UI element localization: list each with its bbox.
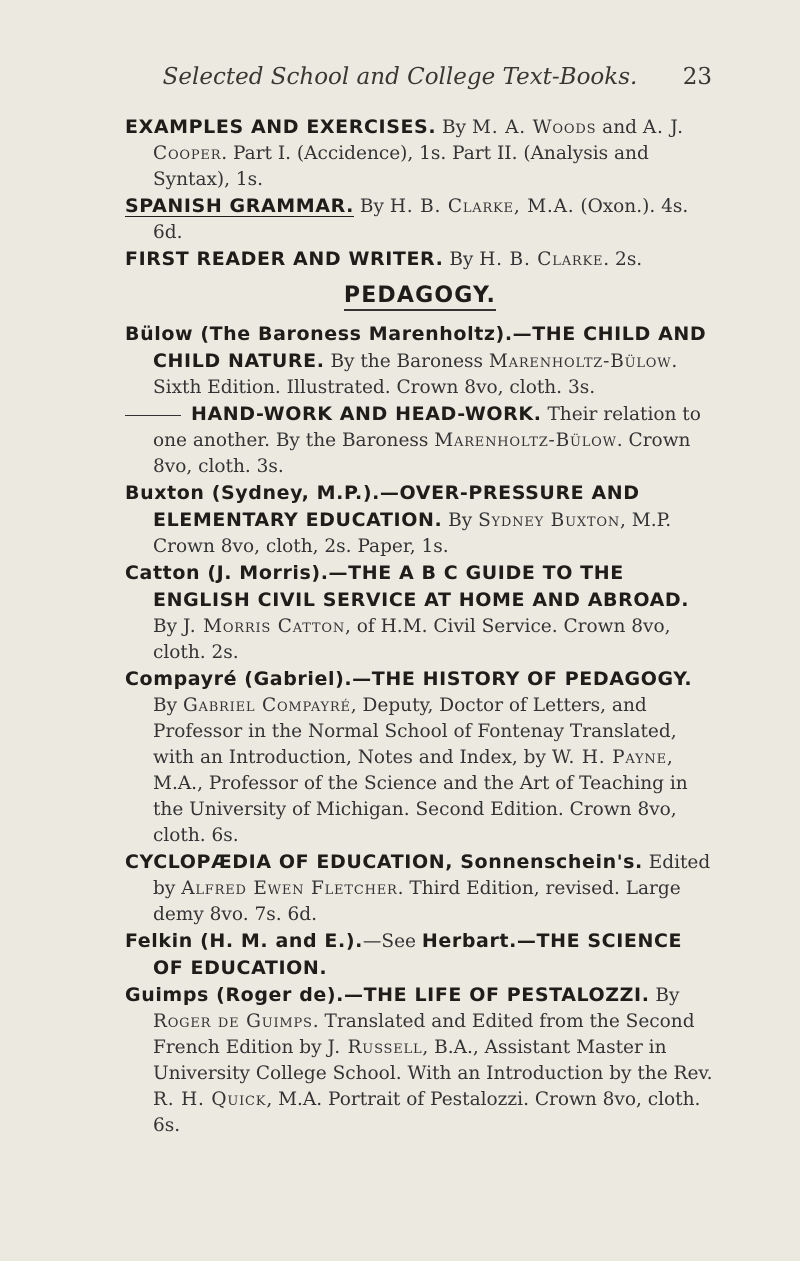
entry-pre: Their relation to one another. By the Baroness xyxy=(153,404,701,451)
entry-author: H. B. Clarke, M.A. xyxy=(389,196,575,217)
entry-author-2: W. H. Payne xyxy=(551,747,667,768)
entry-by: By xyxy=(443,249,480,270)
section-title: PEDAGOGY. xyxy=(344,283,496,311)
entry-name: Felkin (H. M. and E.). xyxy=(125,930,363,952)
entry-text: , Deputy, Doctor of Letters, and Professor in the Normal School of Fontenay Translated, with an Introduction, Notes and Index, by xyxy=(153,695,677,768)
entry-title: THE CHILD AND CHILD NATURE. xyxy=(153,323,707,372)
entry-title: OVER-PRESSURE AND ELEMENTARY EDUCATION. xyxy=(153,482,640,531)
entry-heading: EXAMPLES AND EXERCISES. xyxy=(125,116,437,138)
entry-name: Bülow (The Baroness Marenholtz).— xyxy=(125,323,533,345)
running-head xyxy=(0,64,800,98)
page-number: 23 xyxy=(682,64,712,90)
entry-name: Catton (J. Morris).— xyxy=(125,562,349,584)
entry-buxton xyxy=(125,480,715,560)
entry-text: . Third Edition, revised. Large demy 8vo. 7s. 6d. xyxy=(153,878,681,925)
entry-author: J. Morris Catton xyxy=(182,616,346,637)
entry-name: Compayré (Gabriel).— xyxy=(125,668,372,690)
entry-text: . Crown 8vo, cloth. 3s. xyxy=(153,430,691,477)
entry-text-3: , M.A. Portrait of Pestalozzi. Crown 8vo, cloth. 6s. xyxy=(153,1089,701,1136)
entry-by: By xyxy=(354,196,390,217)
running-head-title: Selected School and College Text-Books. xyxy=(162,64,638,90)
section-heading-pedagogy xyxy=(125,283,715,309)
entry-title: THE LIFE OF PESTALOZZI. xyxy=(363,984,650,1006)
entry-pre: By xyxy=(442,510,479,531)
entry-text-2: , M.A., Professor of the Science and the Art of Teaching in the University of Michigan. Second Edition. Crown 8vo, cloth. 6s. xyxy=(153,747,688,846)
entry-text: . 2s. xyxy=(603,249,643,270)
entry-text: , of H.M. Civil Service. Crown 8vo, cloth. 2s. xyxy=(153,616,671,663)
page-content xyxy=(125,114,715,1139)
entry-cyclopaedia xyxy=(125,849,715,928)
entry-author: H. B. Clarke xyxy=(479,249,604,270)
entry-name: Buxton (Sydney, M.P.).— xyxy=(125,482,400,504)
entry-see: —See xyxy=(362,931,422,952)
entry-felkin xyxy=(125,928,715,982)
entry-text: , M.P. Crown 8vo, cloth, 2s. Paper, 1s. xyxy=(153,510,672,557)
entry-title: THE A B C GUIDE TO THE ENGLISH CIVIL SERVICE AT HOME AND ABROAD. xyxy=(153,562,690,611)
entry-pre: By the Baroness xyxy=(324,351,489,372)
entry-pre: Edited by xyxy=(153,852,711,899)
entry-catton xyxy=(125,560,715,666)
entry-pre: By xyxy=(153,695,183,716)
entry-by: By xyxy=(436,117,472,138)
entry-title: CYCLOPÆDIA OF EDUCATION, Sonnenschein's. xyxy=(125,851,643,873)
entry-author-2: J. Russell xyxy=(327,1037,423,1058)
entry-title: Herbart.—THE SCIENCE OF EDUCATION. xyxy=(153,930,683,979)
entry-author-3: R. H. Quick xyxy=(153,1089,267,1110)
entry-bulow-child xyxy=(125,321,715,401)
entry-author: M. A. Woods xyxy=(471,117,597,138)
entry-author: Alfred Ewen Fletcher xyxy=(181,878,398,899)
entry-text: (Oxon.). 4s. 6d. xyxy=(153,196,689,243)
entry-author: Sydney Buxton xyxy=(478,510,620,531)
entry-pre: By xyxy=(649,985,680,1006)
entry-spanish-grammar xyxy=(125,193,715,246)
entry-text-2: . Part I. (Accidence), 1s. Part II. (Analysis and Syntax), 1s. xyxy=(153,143,649,190)
entry-text: . Sixth Edition. Illustrated. Crown 8vo, cloth. 3s. xyxy=(153,351,678,398)
entry-author: Gabriel Compayré xyxy=(182,695,351,716)
entry-pre: By xyxy=(153,616,183,637)
entry-heading: FIRST READER AND WRITER. xyxy=(125,248,444,270)
entry-name: Guimps (Roger de).— xyxy=(125,984,364,1006)
entry-title: HAND-WORK AND HEAD-WORK. xyxy=(191,403,542,425)
entry-heading: SPANISH GRAMMAR. xyxy=(125,195,354,217)
entry-text-2: , B.A., Assistant Master in University College School. With an Introduction by the Rev. xyxy=(153,1037,713,1084)
entry-guimps xyxy=(125,982,715,1139)
entry-text: . Translated and Edited from the Second French Edition by xyxy=(153,1011,695,1058)
entry-author: Roger de Guimps xyxy=(153,1011,313,1032)
entry-title: THE HISTORY OF PEDAGOGY. xyxy=(371,668,693,690)
entry-text: and xyxy=(596,117,643,138)
ditto-dash xyxy=(125,415,181,416)
entry-compayre xyxy=(125,666,715,849)
entry-first-reader xyxy=(125,246,715,273)
entry-author-2: A. J. Cooper xyxy=(153,117,684,164)
entry-author: Marenholtz-Bülow xyxy=(488,351,672,372)
entry-bulow-handwork xyxy=(125,401,715,480)
entry-examples-exercises xyxy=(125,114,715,193)
entry-author: Marenholtz-Bülow xyxy=(434,430,617,451)
